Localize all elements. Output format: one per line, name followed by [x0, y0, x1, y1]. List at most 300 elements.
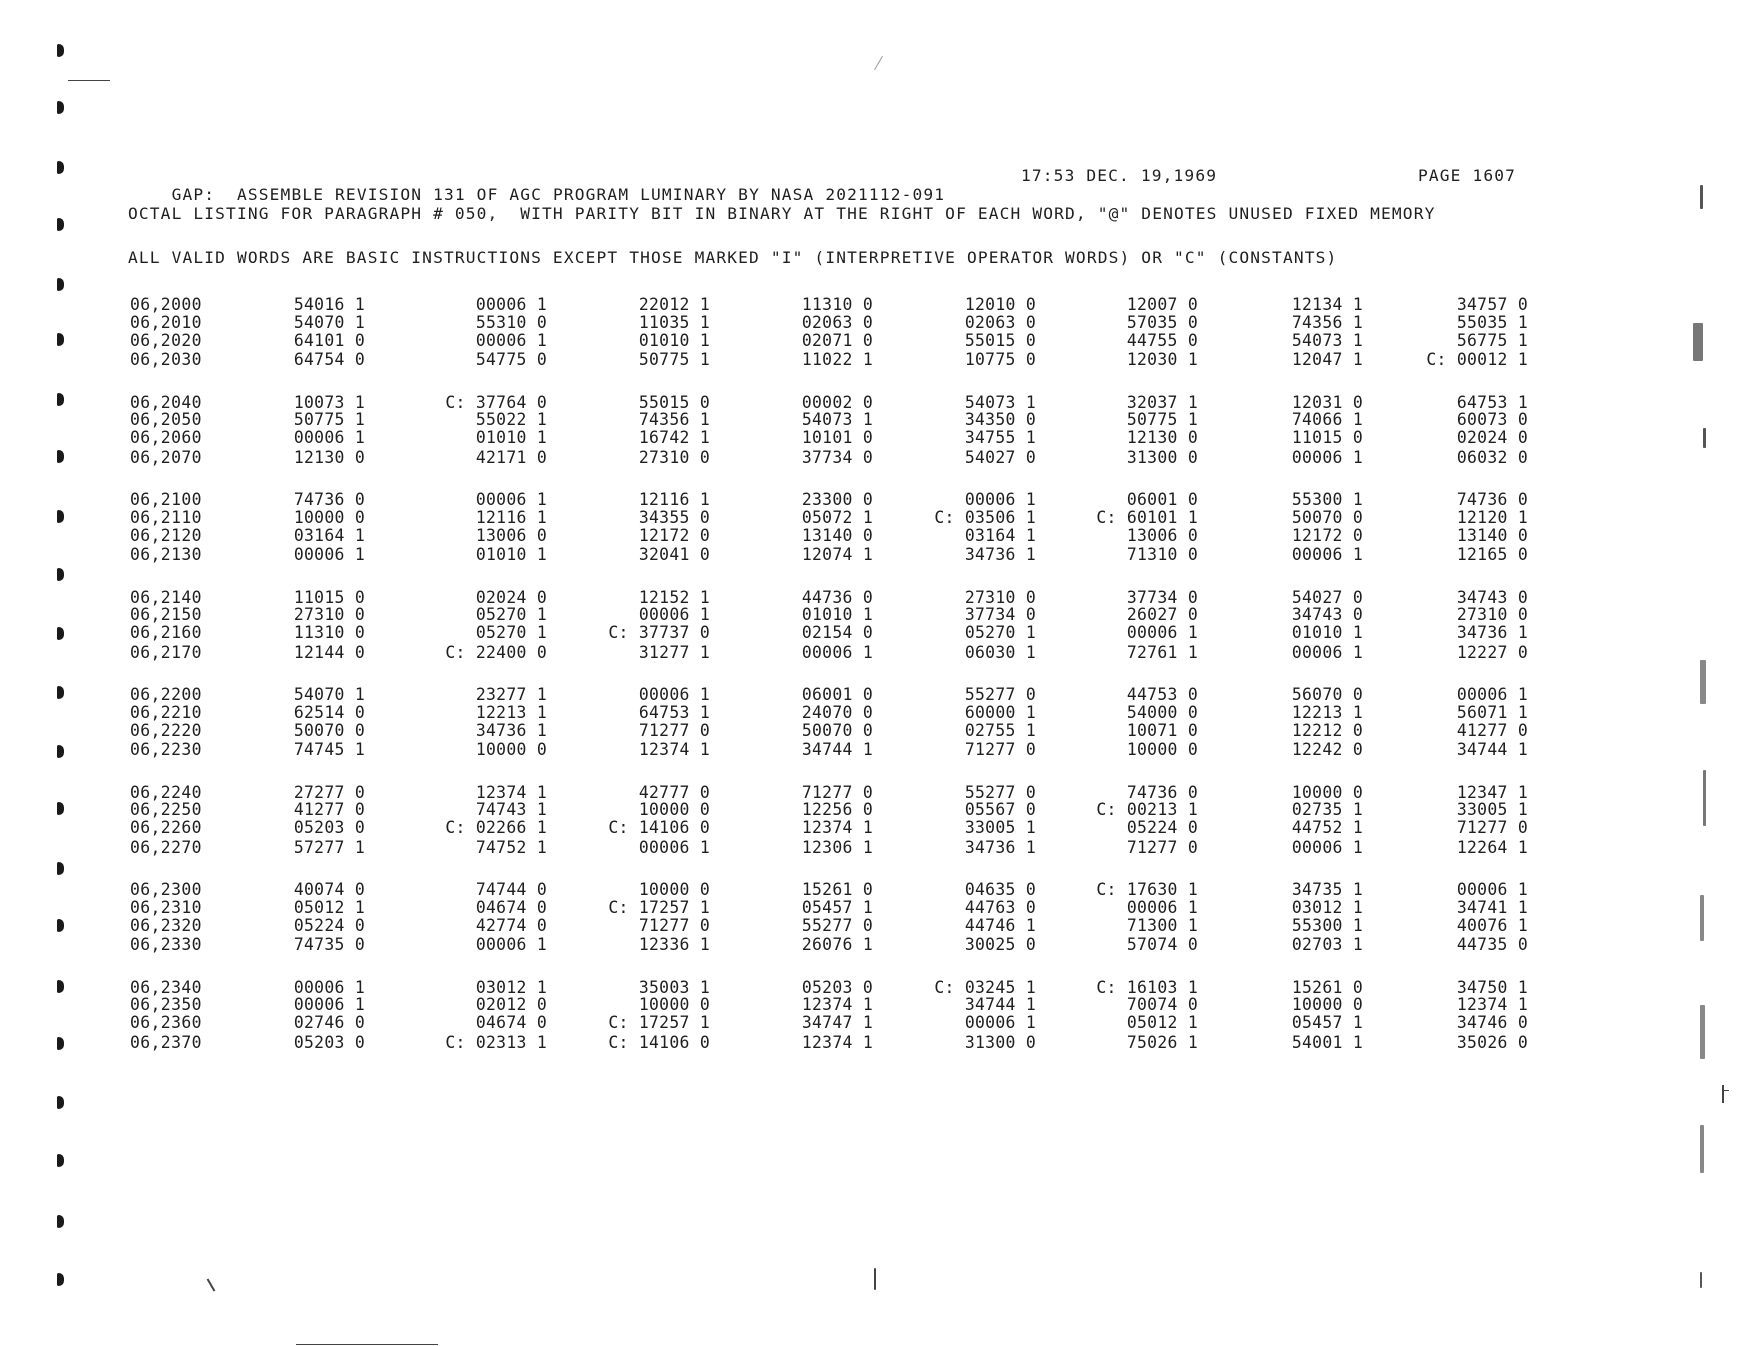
octal-word: 02063 0 — [801, 312, 873, 332]
octal-word: 40074 0 — [293, 880, 365, 899]
row-address: 06,2370 — [130, 1032, 202, 1052]
octal-word: 54001 1 — [1291, 1032, 1363, 1052]
octal-word: 50775 1 — [1126, 410, 1198, 430]
octal-word: 10000 0 — [1126, 740, 1198, 760]
octal-word: 22012 1 — [638, 295, 710, 314]
octal-word: 54000 0 — [1126, 702, 1198, 722]
octal-word: 71277 0 — [801, 782, 873, 802]
listing-row — [0, 1034, 1740, 1052]
octal-word: 54775 0 — [475, 350, 547, 370]
listing-row — [0, 314, 1740, 332]
octal-word: 74066 1 — [1291, 410, 1363, 430]
octal-word: 26076 1 — [801, 935, 873, 955]
row-address: 06,2040 — [130, 392, 202, 412]
octal-word: 02703 1 — [1291, 935, 1363, 955]
octal-word: 00006 1 — [475, 490, 547, 509]
octal-word: 34747 1 — [801, 1013, 873, 1033]
constant-word: C: 14106 0 — [608, 1032, 710, 1052]
row-address: 06,2230 — [130, 740, 202, 760]
octal-word: 10000 0 — [1291, 995, 1363, 1015]
octal-word: 00006 1 — [1291, 837, 1363, 857]
row-address: 06,2010 — [130, 312, 202, 332]
octal-word: 55022 1 — [475, 410, 547, 430]
octal-word: 06001 0 — [801, 685, 873, 704]
octal-word: 02063 0 — [964, 312, 1036, 332]
octal-word: 00006 1 — [1126, 623, 1198, 643]
octal-word: 05457 1 — [801, 897, 873, 917]
listing-row — [0, 411, 1740, 429]
octal-word: 50070 0 — [1291, 507, 1363, 527]
listing-row — [0, 979, 1740, 997]
octal-word: 41277 0 — [1456, 720, 1528, 740]
octal-word: 34736 1 — [964, 545, 1036, 565]
octal-word: 34736 1 — [1456, 623, 1528, 643]
octal-word: 74356 1 — [1291, 312, 1363, 332]
scan-artifact — [1703, 770, 1706, 826]
octal-word: 00006 1 — [638, 605, 710, 625]
octal-word: 00006 1 — [801, 642, 873, 662]
binder-hole — [57, 1096, 64, 1109]
listing-row — [0, 1014, 1740, 1032]
octal-word: 24070 0 — [801, 702, 873, 722]
octal-word: 12374 1 — [1456, 995, 1528, 1015]
row-address: 06,2220 — [130, 720, 202, 740]
constant-word: C: 03506 1 — [934, 507, 1036, 527]
octal-word: 12134 1 — [1291, 295, 1363, 314]
octal-word: 50775 1 — [293, 410, 365, 430]
octal-word: 12212 0 — [1291, 720, 1363, 740]
octal-word: 34746 0 — [1456, 1013, 1528, 1033]
row-address: 06,2300 — [130, 880, 202, 899]
octal-word: 75026 1 — [1126, 1032, 1198, 1052]
constant-word: C: 22400 0 — [445, 642, 547, 662]
octal-word: 44735 0 — [1456, 935, 1528, 955]
octal-word: 74745 1 — [293, 740, 365, 760]
octal-word: 12172 0 — [638, 525, 710, 545]
octal-word: 70074 0 — [1126, 995, 1198, 1015]
octal-word: 12374 1 — [801, 818, 873, 838]
octal-word: 01010 1 — [801, 605, 873, 625]
octal-word: 34736 1 — [475, 720, 547, 740]
row-address: 06,2140 — [130, 587, 202, 607]
octal-word: 03164 1 — [293, 525, 365, 545]
assembly-timestamp: 17:53 DEC. 19,1969 — [1021, 166, 1218, 185]
octal-word: 12030 1 — [1126, 350, 1198, 370]
octal-word: 27310 0 — [638, 447, 710, 467]
listing-row — [0, 686, 1740, 704]
octal-word: 05270 1 — [475, 623, 547, 643]
octal-word: 33005 1 — [964, 818, 1036, 838]
octal-word: 54027 0 — [964, 447, 1036, 467]
octal-word: 40076 1 — [1456, 915, 1528, 935]
octal-word: 05203 0 — [801, 977, 873, 997]
row-address: 06,2070 — [130, 447, 202, 467]
octal-word: 31300 0 — [964, 1032, 1036, 1052]
octal-word: 11310 0 — [801, 295, 873, 314]
row-address: 06,2270 — [130, 837, 202, 857]
octal-word: 12165 0 — [1456, 545, 1528, 565]
constant-word: C: 37737 0 — [608, 623, 710, 643]
octal-word: 05567 0 — [964, 800, 1036, 820]
octal-word: 71277 0 — [1126, 837, 1198, 857]
octal-word: 55310 0 — [475, 312, 547, 332]
octal-word: 04674 0 — [475, 1013, 547, 1033]
octal-word: 71277 0 — [638, 915, 710, 935]
scan-artifact — [1722, 1085, 1724, 1103]
octal-word: 00006 1 — [293, 545, 365, 565]
octal-word: 12144 0 — [293, 642, 365, 662]
octal-word: 03012 1 — [475, 977, 547, 997]
octal-word: 02746 0 — [293, 1013, 365, 1033]
octal-word: 27310 0 — [964, 587, 1036, 607]
row-address: 06,2050 — [130, 410, 202, 430]
scan-artifact — [1700, 1125, 1704, 1173]
constant-word: C: 00213 1 — [1096, 800, 1198, 820]
listing-row — [0, 491, 1740, 509]
scan-artifact — [874, 56, 883, 70]
octal-word: 04674 0 — [475, 897, 547, 917]
octal-word: 12116 1 — [638, 490, 710, 509]
scan-artifact — [1700, 1272, 1702, 1288]
octal-word: 27277 0 — [293, 782, 365, 802]
row-address: 06,2020 — [130, 330, 202, 350]
octal-word: 12306 1 — [801, 837, 873, 857]
octal-word: 12130 0 — [1126, 428, 1198, 448]
row-address: 06,2000 — [130, 295, 202, 314]
octal-word: 60073 0 — [1456, 410, 1528, 430]
octal-word: 02012 0 — [475, 995, 547, 1015]
row-address: 06,2320 — [130, 915, 202, 935]
octal-word: 10101 0 — [801, 428, 873, 448]
octal-word: 12074 1 — [801, 545, 873, 565]
row-address: 06,2150 — [130, 605, 202, 625]
octal-word: 12116 1 — [475, 507, 547, 527]
scan-artifact — [1722, 1090, 1729, 1091]
octal-word: 02735 1 — [1291, 800, 1363, 820]
octal-word: 13006 0 — [475, 525, 547, 545]
octal-word: 12010 0 — [964, 295, 1036, 314]
octal-word: 00006 1 — [293, 977, 365, 997]
octal-word: 12120 1 — [1456, 507, 1528, 527]
scan-artifact — [1700, 185, 1703, 209]
constant-word: C: 02313 1 — [445, 1032, 547, 1052]
octal-word: 34755 1 — [964, 428, 1036, 448]
octal-word: 05270 1 — [475, 605, 547, 625]
listing-row — [0, 332, 1740, 350]
octal-word: 00006 1 — [475, 295, 547, 314]
octal-word: 71277 0 — [638, 720, 710, 740]
octal-word: 55035 1 — [1456, 312, 1528, 332]
octal-word: 74736 0 — [1126, 782, 1198, 802]
octal-word: 44763 0 — [964, 897, 1036, 917]
octal-word: 12213 1 — [475, 702, 547, 722]
octal-word: 72761 1 — [1126, 642, 1198, 662]
octal-word: 06032 0 — [1456, 447, 1528, 467]
octal-word: 74736 0 — [1456, 490, 1528, 509]
octal-word: 12152 1 — [638, 587, 710, 607]
octal-word: 55277 0 — [801, 915, 873, 935]
constant-word: C: 00012 1 — [1426, 350, 1528, 370]
octal-word: 00006 1 — [1291, 545, 1363, 565]
row-address: 06,2110 — [130, 507, 202, 527]
octal-word: 56070 0 — [1291, 685, 1363, 704]
octal-word: 06001 0 — [1126, 490, 1198, 509]
row-address: 06,2060 — [130, 428, 202, 448]
constant-word: C: 16103 1 — [1096, 977, 1198, 997]
octal-word: 02154 0 — [801, 623, 873, 643]
octal-word: 50070 0 — [801, 720, 873, 740]
binder-hole — [57, 1215, 64, 1228]
octal-word: 02755 1 — [964, 720, 1036, 740]
octal-word: 10775 0 — [964, 350, 1036, 370]
octal-word: 05012 1 — [1126, 1013, 1198, 1033]
octal-word: 54070 1 — [293, 312, 365, 332]
page-number: PAGE 1607 — [1418, 166, 1517, 185]
octal-word: 02024 0 — [475, 587, 547, 607]
octal-word: 55015 0 — [964, 330, 1036, 350]
octal-word: 74744 0 — [475, 880, 547, 899]
octal-word: 01010 1 — [1291, 623, 1363, 643]
constant-word: C: 17257 1 — [608, 897, 710, 917]
octal-word: 12374 1 — [801, 1032, 873, 1052]
listing-row — [0, 784, 1740, 802]
octal-word: 00006 1 — [475, 330, 547, 350]
scan-artifact — [1703, 428, 1706, 448]
octal-word: 12336 1 — [638, 935, 710, 955]
octal-word: 11022 1 — [801, 350, 873, 370]
scan-rule — [296, 1344, 438, 1345]
octal-word: 74356 1 — [638, 410, 710, 430]
octal-word: 55015 0 — [638, 392, 710, 412]
scan-artifact — [1700, 1005, 1705, 1059]
octal-word: 03012 1 — [1291, 897, 1363, 917]
octal-word: 16742 1 — [638, 428, 710, 448]
octal-word: 42777 0 — [638, 782, 710, 802]
octal-word: 57277 1 — [293, 837, 365, 857]
octal-word: 12031 0 — [1291, 392, 1363, 412]
octal-word: 74736 0 — [293, 490, 365, 509]
row-address: 06,2310 — [130, 897, 202, 917]
octal-word: 34735 1 — [1291, 880, 1363, 899]
octal-word: 13140 0 — [801, 525, 873, 545]
octal-word: 10000 0 — [638, 800, 710, 820]
octal-word: 10073 1 — [293, 392, 365, 412]
octal-word: 10071 0 — [1126, 720, 1198, 740]
listing-row — [0, 606, 1740, 624]
octal-word: 71300 1 — [1126, 915, 1198, 935]
binder-hole — [57, 278, 64, 291]
octal-word: 37734 0 — [1126, 587, 1198, 607]
listing-row — [0, 936, 1740, 954]
row-address: 06,2240 — [130, 782, 202, 802]
octal-word: 56775 1 — [1456, 330, 1528, 350]
listing-row — [0, 722, 1740, 740]
listing-row — [0, 704, 1740, 722]
octal-word: 60000 1 — [964, 702, 1036, 722]
octal-word: 34355 0 — [638, 507, 710, 527]
constant-word: C: 17630 1 — [1096, 880, 1198, 899]
octal-word: 12007 0 — [1126, 295, 1198, 314]
binder-hole — [57, 218, 64, 231]
octal-word: 12374 1 — [638, 740, 710, 760]
constant-word: C: 37764 0 — [445, 392, 547, 412]
octal-word: 00006 1 — [293, 995, 365, 1015]
listing-row — [0, 527, 1740, 545]
octal-word: 34350 0 — [964, 410, 1036, 430]
octal-word: 56071 1 — [1456, 702, 1528, 722]
octal-word: 10000 0 — [638, 880, 710, 899]
listing-row — [0, 429, 1740, 447]
octal-word: 64753 1 — [638, 702, 710, 722]
constant-word: C: 17257 1 — [608, 1013, 710, 1033]
listing-row — [0, 589, 1740, 607]
octal-word: 00006 1 — [1126, 897, 1198, 917]
octal-word: 00006 1 — [475, 935, 547, 955]
octal-word: 11310 0 — [293, 623, 365, 643]
octal-word: 05203 0 — [293, 818, 365, 838]
listing-description: OCTAL LISTING FOR PARAGRAPH # 050, WITH PARITY BIT IN BINARY AT THE RIGHT OF EACH WORD, "@" DENOTES UNUSED FIXED MEMORY — [128, 204, 1436, 223]
octal-word: 00006 1 — [1291, 447, 1363, 467]
octal-word: 12047 1 — [1291, 350, 1363, 370]
octal-word: 54073 1 — [964, 392, 1036, 412]
listing-row — [0, 996, 1740, 1014]
octal-word: 57074 0 — [1126, 935, 1198, 955]
octal-word: 10000 0 — [1291, 782, 1363, 802]
octal-word: 00006 1 — [293, 428, 365, 448]
row-address: 06,2200 — [130, 685, 202, 704]
octal-word: 05224 0 — [293, 915, 365, 935]
octal-word: 01010 1 — [475, 428, 547, 448]
listing-legend: ALL VALID WORDS ARE BASIC INSTRUCTIONS EXCEPT THOSE MARKED "I" (INTERPRETIVE OPERATOR WORDS) OR "C" (CONSTANTS) — [128, 248, 1338, 267]
octal-word: 64753 1 — [1456, 392, 1528, 412]
octal-word: 74752 1 — [475, 837, 547, 857]
octal-word: 01010 1 — [475, 545, 547, 565]
octal-word: 12256 0 — [801, 800, 873, 820]
octal-word: 06030 1 — [964, 642, 1036, 662]
octal-word: 35026 0 — [1456, 1032, 1528, 1052]
octal-word: 12242 0 — [1291, 740, 1363, 760]
octal-word: 41277 0 — [293, 800, 365, 820]
octal-word: 00006 1 — [1291, 642, 1363, 662]
binder-hole — [57, 1154, 64, 1167]
octal-word: 34744 1 — [964, 995, 1036, 1015]
octal-word: 71277 0 — [964, 740, 1036, 760]
row-address: 06,2340 — [130, 977, 202, 997]
listing-row — [0, 819, 1740, 837]
octal-word: 32037 1 — [1126, 392, 1198, 412]
listing-row — [0, 644, 1740, 662]
constant-word: C: 03245 1 — [934, 977, 1036, 997]
octal-word: 11035 1 — [638, 312, 710, 332]
octal-word: 12374 1 — [475, 782, 547, 802]
binder-hole — [57, 568, 64, 581]
octal-word: 54070 1 — [293, 685, 365, 704]
listing-row — [0, 394, 1740, 412]
octal-word: 12172 0 — [1291, 525, 1363, 545]
scan-artifact — [207, 1278, 216, 1291]
octal-word: 05012 1 — [293, 897, 365, 917]
constant-word: C: 14106 0 — [608, 818, 710, 838]
octal-word: 12374 1 — [801, 995, 873, 1015]
octal-word: 55300 1 — [1291, 490, 1363, 509]
octal-word: 34743 0 — [1456, 587, 1528, 607]
listing-row — [0, 801, 1740, 819]
octal-word: 10000 0 — [293, 507, 365, 527]
octal-word: 55300 1 — [1291, 915, 1363, 935]
scan-artifact — [874, 1268, 876, 1290]
octal-word: 05203 0 — [293, 1032, 365, 1052]
binder-hole — [57, 862, 64, 875]
octal-word: 71277 0 — [1456, 818, 1528, 838]
octal-word: 34750 1 — [1456, 977, 1528, 997]
octal-word: 00006 1 — [964, 1013, 1036, 1033]
octal-word: 05224 0 — [1126, 818, 1198, 838]
listing-row — [0, 881, 1740, 899]
octal-word: 12347 1 — [1456, 782, 1528, 802]
binder-hole — [57, 44, 64, 57]
octal-word: 37734 0 — [964, 605, 1036, 625]
binder-hole — [57, 101, 64, 114]
octal-word: 00002 0 — [801, 392, 873, 412]
octal-word: 74735 0 — [293, 935, 365, 955]
row-address: 06,2250 — [130, 800, 202, 820]
assembly-title: GAP: ASSEMBLE REVISION 131 OF AGC PROGRAM LUMINARY BY NASA 2021112-091 — [171, 185, 946, 204]
octal-word: 15261 0 — [1291, 977, 1363, 997]
octal-word: 15261 0 — [801, 880, 873, 899]
octal-word: 50070 0 — [293, 720, 365, 740]
octal-word: 11015 0 — [1291, 428, 1363, 448]
octal-word: 23277 1 — [475, 685, 547, 704]
octal-word: 34744 1 — [1456, 740, 1528, 760]
octal-word: 00006 1 — [1456, 880, 1528, 899]
octal-word: 12130 0 — [293, 447, 365, 467]
octal-word: 62514 0 — [293, 702, 365, 722]
octal-word: 10000 0 — [475, 740, 547, 760]
listing-row — [0, 509, 1740, 527]
octal-word: 00006 1 — [1456, 685, 1528, 704]
octal-word: 34744 1 — [801, 740, 873, 760]
octal-word: 12213 1 — [1291, 702, 1363, 722]
listing-row — [0, 899, 1740, 917]
octal-word: 54073 1 — [1291, 330, 1363, 350]
octal-word: 05457 1 — [1291, 1013, 1363, 1033]
row-address: 06,2100 — [130, 490, 202, 509]
octal-word: 74743 1 — [475, 800, 547, 820]
row-address: 06,2350 — [130, 995, 202, 1015]
octal-word: 03164 1 — [964, 525, 1036, 545]
binder-hole — [57, 161, 64, 174]
octal-word: 27310 0 — [293, 605, 365, 625]
octal-word: 00006 1 — [638, 685, 710, 704]
listing-row — [0, 449, 1740, 467]
row-address: 06,2160 — [130, 623, 202, 643]
listing-row — [0, 624, 1740, 642]
octal-word: 44752 1 — [1291, 818, 1363, 838]
octal-word: 44736 0 — [801, 587, 873, 607]
row-address: 06,2330 — [130, 935, 202, 955]
octal-word: 50775 1 — [638, 350, 710, 370]
octal-word: 00006 1 — [638, 837, 710, 857]
octal-word: 00006 1 — [964, 490, 1036, 509]
octal-word: 01010 1 — [638, 330, 710, 350]
octal-word: 64101 0 — [293, 330, 365, 350]
octal-word: 42774 0 — [475, 915, 547, 935]
octal-word: 23300 0 — [801, 490, 873, 509]
constant-word: C: 60101 1 — [1096, 507, 1198, 527]
listing-row — [0, 839, 1740, 857]
row-address: 06,2210 — [130, 702, 202, 722]
row-address: 06,2170 — [130, 642, 202, 662]
